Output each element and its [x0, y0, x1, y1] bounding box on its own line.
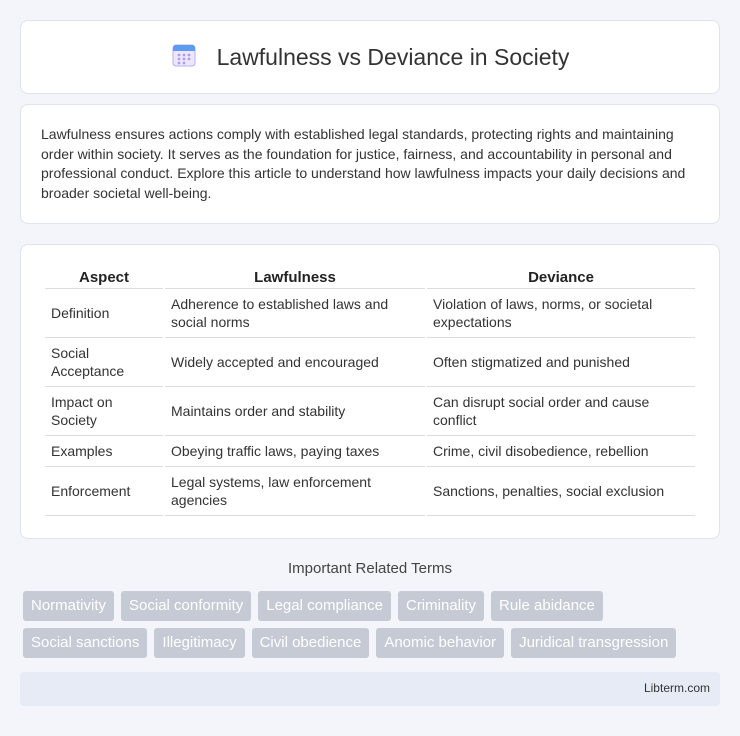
comparison-table: [43, 265, 697, 516]
cell-deviance: Crime, civil disobedience, rebellion: [427, 436, 695, 467]
tag-social-sanctions[interactable]: Social sanctions: [23, 628, 147, 658]
table-header-row: [45, 265, 695, 289]
cell-aspect: Impact on Society: [45, 387, 163, 436]
footer: [20, 672, 720, 706]
tag-legal-compliance[interactable]: Legal compliance: [258, 591, 391, 621]
related-terms-title: Important Related Terms: [288, 560, 452, 577]
cell-deviance: Often stigmatized and punished: [427, 338, 695, 387]
tag-normativity[interactable]: Normativity: [23, 591, 114, 621]
tag-rule-abidance[interactable]: Rule abidance: [491, 591, 603, 621]
calendar-icon: [171, 42, 197, 73]
tag-civil-obedience[interactable]: Civil obedience: [252, 628, 370, 658]
table-row: [45, 467, 695, 516]
tag-juridical-transgression[interactable]: Juridical transgression: [511, 628, 676, 658]
page-title: Lawfulness vs Deviance in Society: [216, 43, 570, 70]
tag-criminality[interactable]: Criminality: [398, 591, 484, 621]
cell-lawfulness: Maintains order and stability: [165, 387, 425, 436]
tag-anomic-behavior[interactable]: Anomic behavior: [376, 628, 504, 658]
cell-aspect: Enforcement: [45, 467, 163, 516]
table-row: [45, 387, 695, 436]
cell-lawfulness: Widely accepted and encouraged: [165, 338, 425, 387]
header-lawfulness: Lawfulness: [165, 265, 425, 289]
cell-deviance: Violation of laws, norms, or societal expectations: [427, 289, 695, 338]
comparison-table-card: [20, 244, 720, 539]
table-row: [45, 338, 695, 387]
intro-card: [20, 104, 720, 224]
tag-illegitimacy[interactable]: Illegitimacy: [154, 628, 244, 658]
table-row: [45, 436, 695, 467]
header-deviance: Deviance: [427, 265, 695, 289]
cell-deviance: Can disrupt social order and cause conflict: [427, 387, 695, 436]
intro-text: Lawfulness ensures actions comply with established legal standards, protecting rights and maintaining order within society. It serves as the foundation for justice, fairness, and accountability in personal and professional conduct. Explore this article to understand how lawfulness impacts your daily decisions and broader societal well-being.: [41, 126, 686, 201]
table-row: [45, 289, 695, 338]
footer-site-link[interactable]: Libterm.com: [643, 681, 710, 695]
header-aspect: Aspect: [45, 265, 163, 289]
header-card: [20, 20, 720, 94]
cell-deviance: Sanctions, penalties, social exclusion: [427, 467, 695, 516]
cell-aspect: Social Acceptance: [45, 338, 163, 387]
cell-lawfulness: Legal systems, law enforcement agencies: [165, 467, 425, 516]
tag-social-conformity[interactable]: Social conformity: [121, 591, 251, 621]
cell-aspect: Definition: [45, 289, 163, 338]
cell-lawfulness: Obeying traffic laws, paying taxes: [165, 436, 425, 467]
cell-lawfulness: Adherence to established laws and social norms: [165, 289, 425, 338]
related-terms-list: [23, 591, 723, 658]
cell-aspect: Examples: [45, 436, 163, 467]
